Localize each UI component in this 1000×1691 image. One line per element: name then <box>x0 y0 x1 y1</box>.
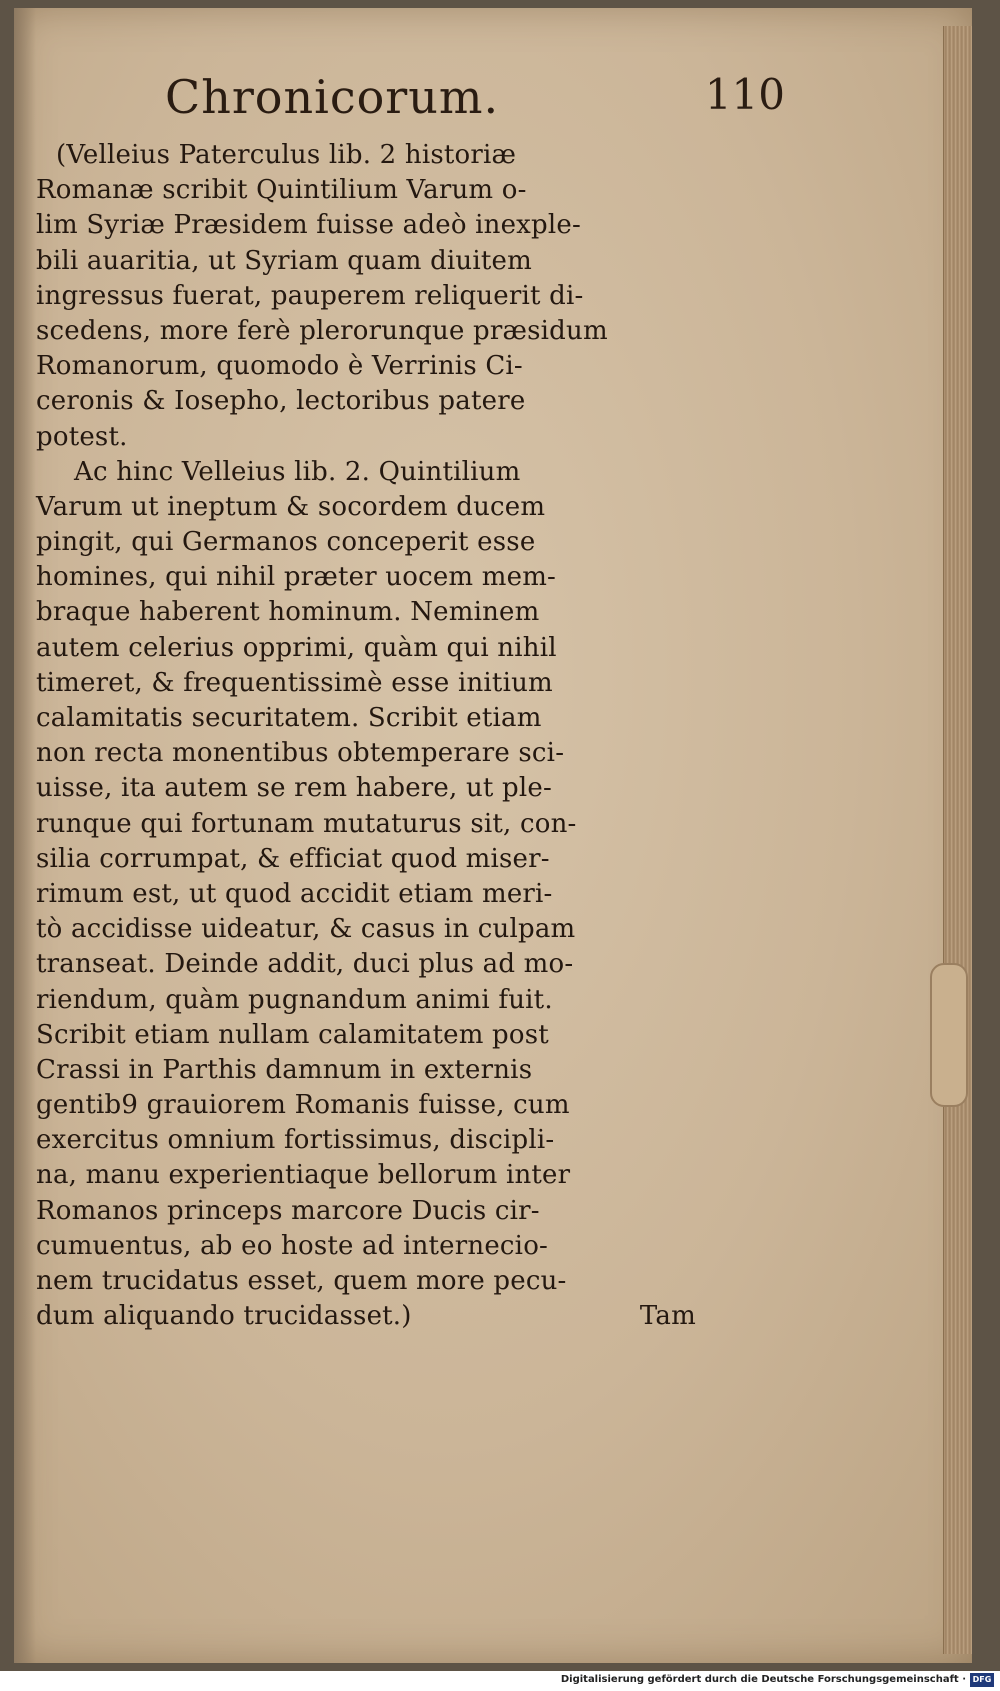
paragraph-2 <box>36 455 696 1335</box>
text-line: homines, qui nihil præter uocem mem- <box>36 562 557 593</box>
text-line: non recta monentibus obtemperare sci- <box>36 738 565 769</box>
text-line: Crassi in Parthis damnum in externis <box>36 1054 533 1085</box>
text-line: ingressus fuerat, pauperem reliquerit di- <box>36 280 584 311</box>
digitization-footer <box>0 1671 1000 1691</box>
text-line: pingit, qui Germanos conceperit esse <box>36 527 536 558</box>
text-line: potest. <box>36 421 128 452</box>
dfg-logo: DFG <box>970 1673 994 1687</box>
text-line: lim Syriæ Præsidem fuisse adeò inexple- <box>36 210 581 241</box>
text-line: autem celerius opprimi, quàm qui nihil <box>36 632 557 663</box>
text-line-last <box>36 1299 696 1334</box>
text-line: uisse, ita autem se rem habere, ut ple- <box>36 773 552 804</box>
page-number: 110 <box>704 70 785 119</box>
text-line: calamitatis securitatem. Scribit etiam <box>36 703 542 733</box>
text-line: braque haberent hominum. Neminem <box>36 597 540 628</box>
text-line: riendum, quàm pugnandum animi fuit. <box>36 984 553 1015</box>
text-line: Varum ut ineptum & socordem ducem <box>36 491 546 522</box>
text-line: Romanos princeps marcore Ducis cir- <box>36 1195 540 1226</box>
text-line: (Velleius Paterculus lib. 2 historiæ <box>56 140 517 170</box>
text-line: ceronis & Iosepho, lectoribus patere <box>36 386 526 417</box>
text-line: exercitus omnium fortissimus, discipli- <box>36 1125 555 1156</box>
catchword: Tam <box>639 1301 696 1332</box>
text-line: bili auaritia, ut Syriam quam diuitem <box>36 245 532 276</box>
page-edges <box>943 26 972 1654</box>
text-line: rimum est, ut quod accidit etiam meri- <box>36 878 553 909</box>
text-line: Scribit etiam nullam calamitatem post <box>36 1019 549 1050</box>
text-line: transeat. Deinde addit, duci plus ad mo- <box>36 949 574 980</box>
text-line: Romanorum, quomodo è Verrinis Ci- <box>36 351 523 382</box>
text-line: dum aliquando trucidasset.) <box>36 1301 412 1332</box>
text-line: Ac hinc Velleius lib. 2. Quintilium <box>74 456 521 487</box>
text-line: gentib9 grauiorem Romanis fuisse, cum <box>36 1090 570 1121</box>
text-line: na, manu experientiaque bellorum inter <box>36 1160 571 1191</box>
text-line: nem trucidatus esset, quem more pecu- <box>36 1266 567 1296</box>
clip-mark <box>930 963 968 1107</box>
body-text <box>36 138 696 1334</box>
binding-gutter <box>14 8 36 1663</box>
text-line: Romanæ scribit Quintilium Varum o- <box>36 175 527 206</box>
funding-credit: Digitalisierung gefördert durch die Deutsche Forschungsgemeinschaft · <box>560 1674 966 1685</box>
text-line: tò accidisse uideatur, & casus in culpam <box>36 914 576 945</box>
text-line: scedens, more ferè plerorunque præsidum <box>36 315 608 346</box>
text-line: runque qui fortunam mutaturus sit, con- <box>36 808 577 839</box>
paragraph-1 <box>36 138 696 455</box>
running-title: Chronicorum. <box>165 70 500 124</box>
page-header <box>165 70 785 136</box>
text-line: cumuentus, ab eo hoste ad internecio- <box>36 1230 549 1261</box>
text-line: timeret, & frequentissimè esse initium <box>36 667 553 698</box>
text-line: silia corrumpat, & efficiat quod miser- <box>36 843 550 874</box>
